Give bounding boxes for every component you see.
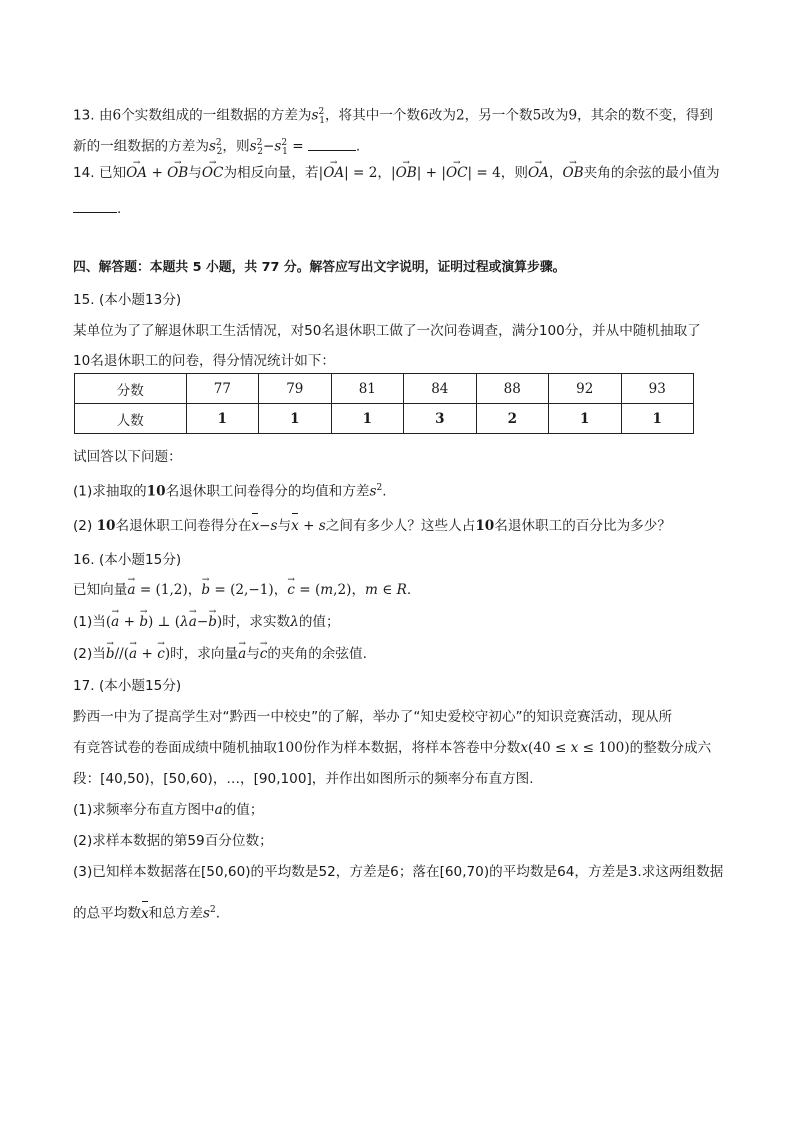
table-cell: 3 bbox=[404, 404, 476, 434]
score-table bbox=[74, 373, 694, 434]
q17-body3: 段：[40,50)，[50,60)，…，[90,100]，并作出如图所示的频率分布直方图. bbox=[73, 771, 534, 787]
q16-part1: (1)当(a → + b →) ⊥ (λa →−b →)时，求实数λ的值； bbox=[73, 612, 340, 632]
q15-body1: 某单位为了了解退休职工生活情况，对50名退休职工做了一次问卷调查，满分100分，并从中随机抽取了 bbox=[73, 323, 701, 339]
q17-part2: (2)求样本数据的第59百分位数； bbox=[73, 833, 273, 849]
table-header-score: 分数 bbox=[75, 374, 187, 404]
table-header-count: 人数 bbox=[75, 404, 187, 434]
q16-part2: (2)当b →//(a → + c →)时，求向量a →与c →的夹角的余弦值. bbox=[73, 644, 367, 664]
q16-label: 16. (本小题15分) bbox=[73, 552, 182, 568]
table-cell: 2 bbox=[476, 404, 548, 434]
answer-blank bbox=[308, 136, 356, 151]
table-cell: 1 bbox=[549, 404, 621, 434]
score-row bbox=[75, 374, 694, 404]
q15-part1: (1)求抽取的10名退休职工问卷得分的均值和方差$s^2$. bbox=[73, 483, 387, 500]
q13-line2: 新的一组数据的方差为$s^2_2$，则$s^2_2-s^2_1$ = . bbox=[73, 133, 360, 162]
q15-body2: 10名退休职工的问卷，得分情况统计如下： bbox=[73, 353, 335, 369]
table-cell: 93 bbox=[621, 374, 694, 404]
table-cell: 1 bbox=[331, 404, 403, 434]
q15-part2: (2) 10名退休职工问卷得分在x−s与x + s之间有多少人？这些人占10名退休职工的百分比为多少？ bbox=[73, 518, 671, 534]
count-row bbox=[75, 404, 694, 434]
q17-body2: 有竞答试卷的卷面成绩中随机抽取100份作为样本数据，将样本答卷中分数x(40 ≤ x ≤ 100)的整数分成六 bbox=[73, 740, 712, 756]
q14-line1: 14. 已知OA → + OB →与OC →为相反向量，若|OA →| = 2，|OB →| + |OC →| = 4，则OA →，OB →夹角的余弦的最小值为 bbox=[73, 163, 720, 183]
table-cell: 92 bbox=[549, 374, 621, 404]
table-cell: 84 bbox=[404, 374, 476, 404]
section-heading: 四、解答题：本题共 5 小题，共 77 分。解答应写出文字说明，证明过程或演算步骤。 bbox=[73, 260, 566, 275]
q17-part1: (1)求频率分布直方图中a的值； bbox=[73, 802, 264, 818]
table-cell: 88 bbox=[476, 374, 548, 404]
answer-blank bbox=[73, 198, 117, 213]
q14-line2: . bbox=[73, 198, 121, 219]
q15-label: 15. (本小题13分) bbox=[73, 292, 182, 308]
table-cell: 79 bbox=[259, 374, 331, 404]
table-cell: 1 bbox=[186, 404, 258, 434]
table-cell: 81 bbox=[331, 374, 403, 404]
table-cell: 77 bbox=[186, 374, 258, 404]
q17-label: 17. (本小题15分) bbox=[73, 678, 182, 694]
q13-line1: 13. 由6个实数组成的一组数据的方差为$s^2_1$，将其中一个数6改为2，另一个数5改为9，其余的数不变，得到 bbox=[73, 107, 714, 127]
q15-prompt: 试回答以下问题： bbox=[73, 449, 182, 465]
q16-given: 已知向量a → = (1,2)，b → = (2,−1)，c → = (m,2)，m ∈ R. bbox=[73, 580, 411, 600]
table-cell: 1 bbox=[259, 404, 331, 434]
q17-body1: 黔西一中为了提高学生对“黔西一中校史”的了解，举办了“知史爱校守初心”的知识竞赛活动，现从所 bbox=[73, 709, 673, 725]
q17-part3-line1: (3)已知样本数据落在[50,60)的平均数是52，方差是6；落在[60,70)的平均数是64，方差是3.求这两组数据 bbox=[73, 864, 724, 880]
q17-part3-line2: 的总平均数x和总方差$s^2$. bbox=[73, 905, 221, 922]
table-cell: 1 bbox=[621, 404, 694, 434]
